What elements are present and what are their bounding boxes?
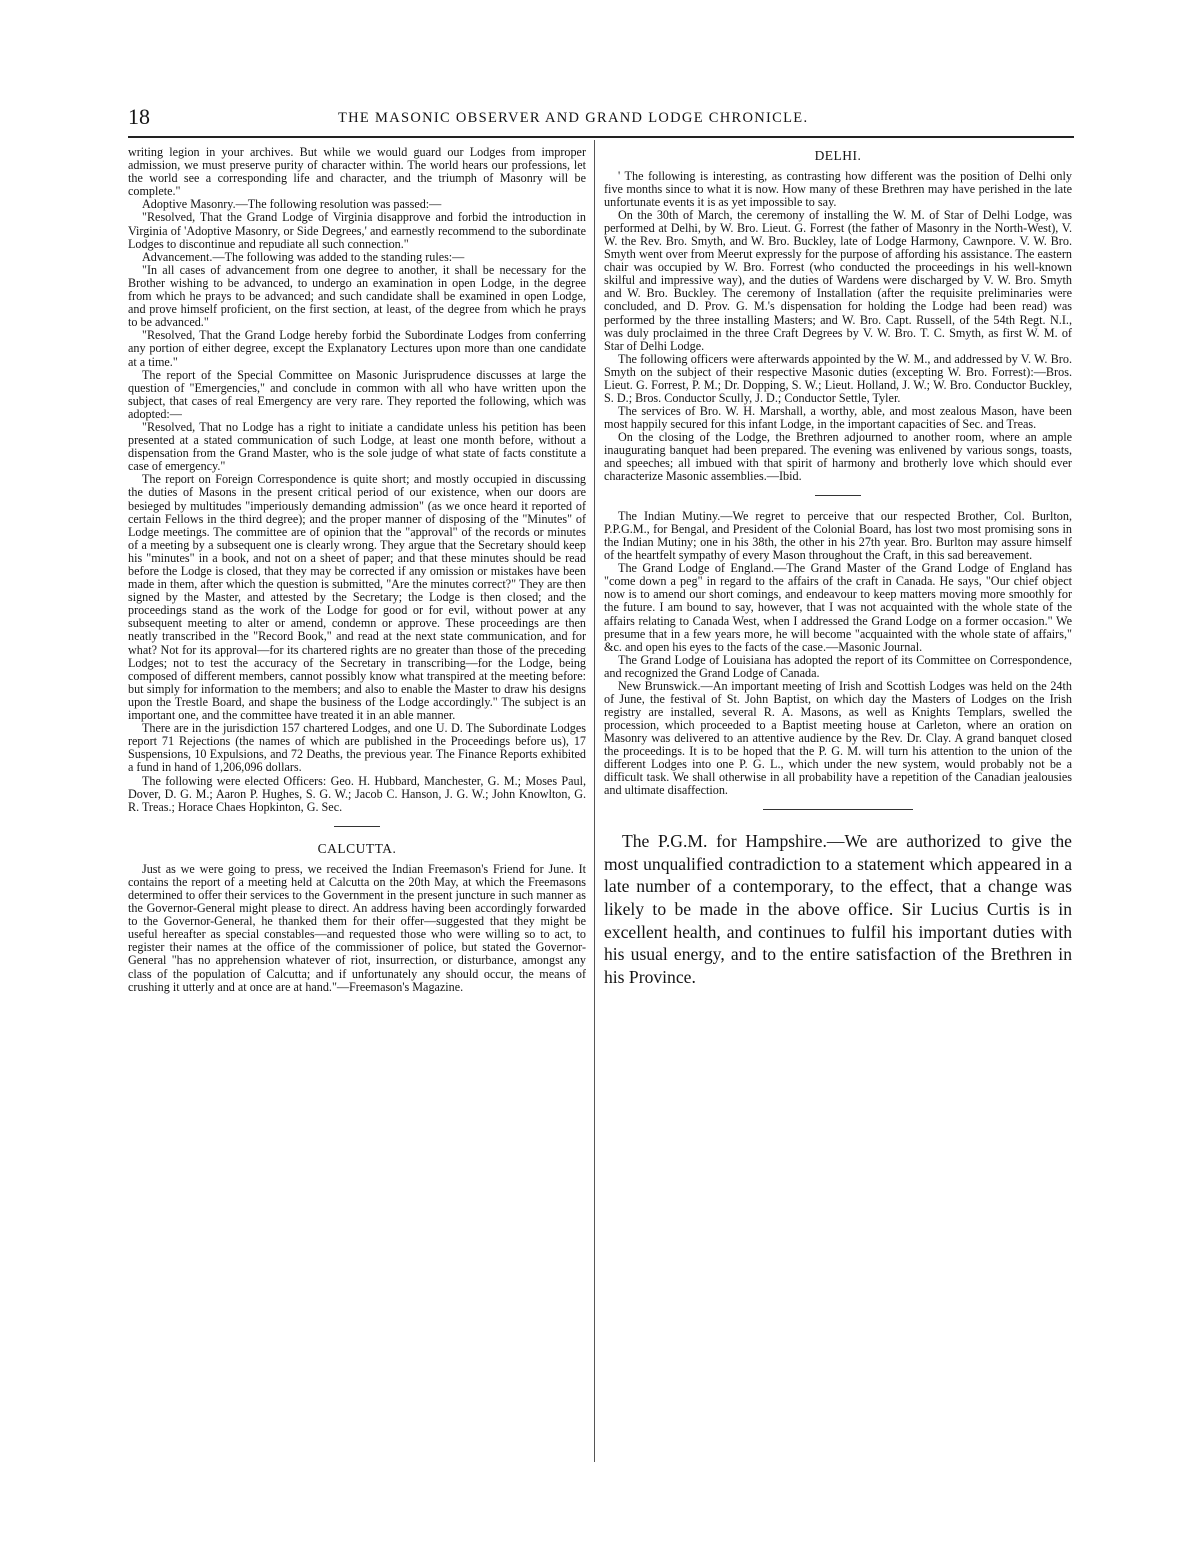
- paragraph: There are in the jurisdiction 157 chartered Lodges, and one U. D. The Subordinate Lodges report 71 Rejections (the names of which are published in the Proceedings before us), 17 Suspensions, 10 Expulsions, and 72 Deaths, the previous year. The Finance Reports exhibited a fund in hand of 1,206,096 dollars.: [128, 721, 586, 775]
- page-number: 18: [128, 104, 150, 129]
- paragraph: The Grand Lodge of Louisiana has adopted the report of its Committee on Correspondence, and recognized the Grand Lodge of Canada.: [604, 652, 1072, 680]
- hampshire-notice: [604, 830, 1072, 988]
- header-rule: [128, 136, 1074, 138]
- paragraph: The following officers were afterwards appointed by the W. M., and addressed by V. W. Bro. Smyth on the subject of their respective Masonic duties (excepting W. Bro. Forrest):—Bros. Lieut. G. Forrest, P. M.; Dr. Dopping, S. W.; Lieut. Holland, J. W.; W. Bro. Conductor Buckley, S. D.; Bros. Conductor Scully, J. D.; Conductor Settle, Tyler.: [604, 351, 1072, 405]
- paragraph: ' The following is interesting, as contrasting how different was the position of Delhi only five months since to what it is now. How many of these Brethren may have perished in the late unfortunate events it is as yet impossible to say.: [604, 169, 1072, 210]
- section-rule: [334, 826, 380, 827]
- right-column: [604, 146, 1072, 1446]
- paragraph: The report of the Special Committee on Masonic Jurisprudence discusses at large the question of "Emergencies," and conclude in common with all who have written upon the subject, that cases of real Emergency are very rare. They reported the following, which was adopted:—: [128, 367, 586, 421]
- section-rule: [763, 809, 913, 810]
- paragraph: The Grand Lodge of England.—The Grand Master of the Grand Lodge of England has "come down a peg" in regard to the affairs of the craft in Canada. He says, "Our chief object now is to amend our short comings, and endeavour to keep matters moving more smoothly for the future. I am bound to say, however, that I was not acquainted with the whole state of the affairs relating to Canada West, when I addressed the Grand Lodge on a former occasion." We presume that in a few years more, he will become "acquainted with the whole state of affairs," &c. and open his eyes to the facts of the case.—Masonic Journal.: [604, 561, 1072, 654]
- paragraph: "Resolved, That no Lodge has a right to initiate a candidate unless his petition has been presented at a stated communication of such Lodge, at least one month before, without a dispensation from the Grand Master, who is the sole judge of what state of facts constitute a case of emergency.": [128, 419, 586, 474]
- section-heading-delhi: DELHI.: [814, 148, 862, 163]
- paragraph: The services of Bro. W. H. Marshall, a worthy, able, and most zealous Mason, have been most happily secured for this infant Lodge, in the important capacities of Sec. and Treas.: [604, 403, 1072, 431]
- paragraph: The P.G.M. for Hampshire.—We are authorized to give the most unqualified contradiction to a statement which appeared in a late number of a contemporary, to the effect, that a change was likely to be made in the above office. Sir Lucius Curtis is in excellent health, and continues to fulfil his important duties with his usual energy, and to the entire satisfaction of the Brethren in his Province.: [604, 831, 1072, 987]
- paragraph: The following were elected Officers: Geo. H. Hubbard, Manchester, G. M.; Moses Paul, Dover, D. G. M.; Aaron P. Hughes, S. G. W.; Jacob C. Hanson, J. G. W.; John Knowlton, G. R. Treas.; Horace Chaes Hopkinton, G. Sec.: [128, 773, 586, 814]
- paragraph: "Resolved, That the Grand Lodge of Virginia disapprove and forbid the introduction in Virginia of 'Adoptive Masonry, or Side Degrees,' and earnestly recommend to the subordinate Lodges to discontinue and repudiate all such connection.": [128, 210, 586, 251]
- section-heading-calcutta: CALCUTTA.: [317, 840, 397, 856]
- paragraph: writing legion in your archives. But while we would guard our Lodges from improper admission, we must preserve purity of character within. The world hears our professions, let the world see a corresponding life and character, and the triumph of Masonry will be complete.": [128, 146, 586, 199]
- paragraph: Adoptive Masonry.—The following resolution was passed:—: [142, 197, 442, 212]
- paragraph: The Indian Mutiny.—We regret to perceive that our respected Brother, Col. Burlton, P.P.G.M., for Bengal, and President of the Colonial Board, has lost two most promising sons in the Indian Mutiny; one in his 38th, the other in his 27th year. Bro. Burlton may assure himself of the heartfelt sympathy of every Mason throughout the Craft, in this sad bereavement.: [604, 509, 1072, 563]
- left-column: [128, 146, 586, 1446]
- paragraph: New Brunswick.—An important meeting of Irish and Scottish Lodges was held on the 24th of June, the festival of St. John Baptist, on which day the Masters of Lodges on the Irish registry are installed, several R. A. Masons, as well as Knights Templars, swelled the procession, which proceeded to a Baptist meeting house at Carleton, where an oration on Masonry was delivered to an attentive audience by the Rev. Dr. Clay. A grand banquet closed the proceedings. It is to be hoped that the P. G. M. will turn his attention to the union of the different Lodges into one P. G. L., which under the new system, would probably not be a difficult task. We shall otherwise in all probability have a repetition of the Canadian jealousies and ultimate disaffection.: [604, 678, 1072, 798]
- paragraph: Just as we were going to press, we received the Indian Freemason's Friend for June. It contains the report of a meeting held at Calcutta on the 20th May, at which the Freemasons determined to offer their services to the Government in the present juncture in such manner as the Governor-General might please to direct. An address having been accordingly forwarded to the Governor-General, he thanked them for their offer—suggested that they might be useful hereafter as special constables—and requested those who were willing so to act, to register their names at the office of the commissioner of police, but stated the Governor-General "has no apprehension whatever of riot, insurrection, or disturbance, amongst any class of the population of Calcutta; and if unfortunately any should occur, the means of crushing it utterly and at once are at hand."—Freemason's Magazine.: [128, 861, 586, 994]
- paragraph: On the 30th of March, the ceremony of installing the W. M. of Star of Delhi Lodge, was performed at Delhi, by W. Bro. Lieut. G. Forrest (the father of Masonry in the North-West), V. W. the Rev. Bro. Smyth, and W. Bro. Buckley, late of Lodge Harmony, Cawnpore. V. W. Bro. Smyth went over from Meerut expressly for the purpose of affording his assistance. The eastern chair was occupied by W. Bro. Forrest (who conducted the proceedings in his well-known skilful and impressive way), and the duties of Wardens were discharged by V. W. Bro. Smyth and W. Bro. Buckley. The ceremony of Installation (after the requisite preliminaries were concluded, and D. Prov. G. M.'s dispensation for holding the Lodge had been read) was performed by the three installing Masters; and W. Bro. Capt. Russell, of the 54th Regt. N.I., was duly proclaimed in the three Craft Degrees by V. W. Bro. T. C. Smyth, as first W. M. of Star of Delhi Lodge.: [604, 208, 1072, 353]
- running-title: THE MASONIC OBSERVER AND GRAND LODGE CHRONICLE.: [338, 110, 809, 126]
- page-header: [128, 104, 1074, 134]
- section-rule: [815, 495, 861, 496]
- paragraph: Advancement.—The following was added to the standing rules:—: [142, 249, 465, 264]
- paragraph: "Resolved, That the Grand Lodge hereby forbid the Subordinate Lodges from conferring any portion of either degree, except the Explanatory Lectures upon more than one candidate at a time.": [128, 328, 586, 369]
- column-divider: [594, 140, 595, 1462]
- paragraph: On the closing of the Lodge, the Brethren adjourned to another room, where an ample inaugurating banquet had been prepared. The evening was enlivened by various songs, toasts, and speeches; all imbued with that spirit of harmony and brotherly love which should ever characterize Masonic assemblies.—Ibid.: [604, 429, 1072, 484]
- paragraph: "In all cases of advancement from one degree to another, it shall be necessary for the Brother wishing to be advanced, to undergo an examination in open Lodge, in the degree from which he prays to be advanced; and such candidate shall be examined in open Lodge, and prove himself proficient, on the first section, at least, of the degree from which he prays to be advanced.": [128, 262, 586, 330]
- paragraph: The report on Foreign Correspondence is quite short; and mostly occupied in discussing the duties of Masons in the present critical period of our existence, when our doors are besieged by multitudes "imperiously demanding admission" (as we once heard it reported of certain Fellows in the third degree); and the proper manner of disposing of the "Minutes" of Lodge meetings. The committee are of opinion that the "approval" of the records or minutes of a meeting by a subsequent one is clearly wrong. They argue that the Secretary should keep his "minutes" in a book, and not on a sheet of paper; and that these minutes should be read before the Lodge is closed, that they may be corrected if any omission or mistakes have been made in them, after which the question is submitted, "Are the minutes correct?" They are then signed by the Master, and attested by the Secretary; the Lodge is then closed; and the proceedings stand as the work of the Lodge for good or for evil, without power at any subsequent meeting to alter or amend, condemn or approve. These proceedings are then neatly transcribed in the "Record Book," and read at the next state communication, and for what? Not for its approval—for its chartered rights are no greater than those of the preceding Lodges; not to test the accuracy of the Secretary in transcribing—for the Lodge, being composed of different members, cannot possibly know what transpired at the meeting before: but simply for information to the members; and also to enable the Master to draw his designs upon the Trestle Board, and shape the business of the Lodge accordingly." The subject is an important one, and the committee have treated it in an able manner.: [128, 472, 586, 723]
